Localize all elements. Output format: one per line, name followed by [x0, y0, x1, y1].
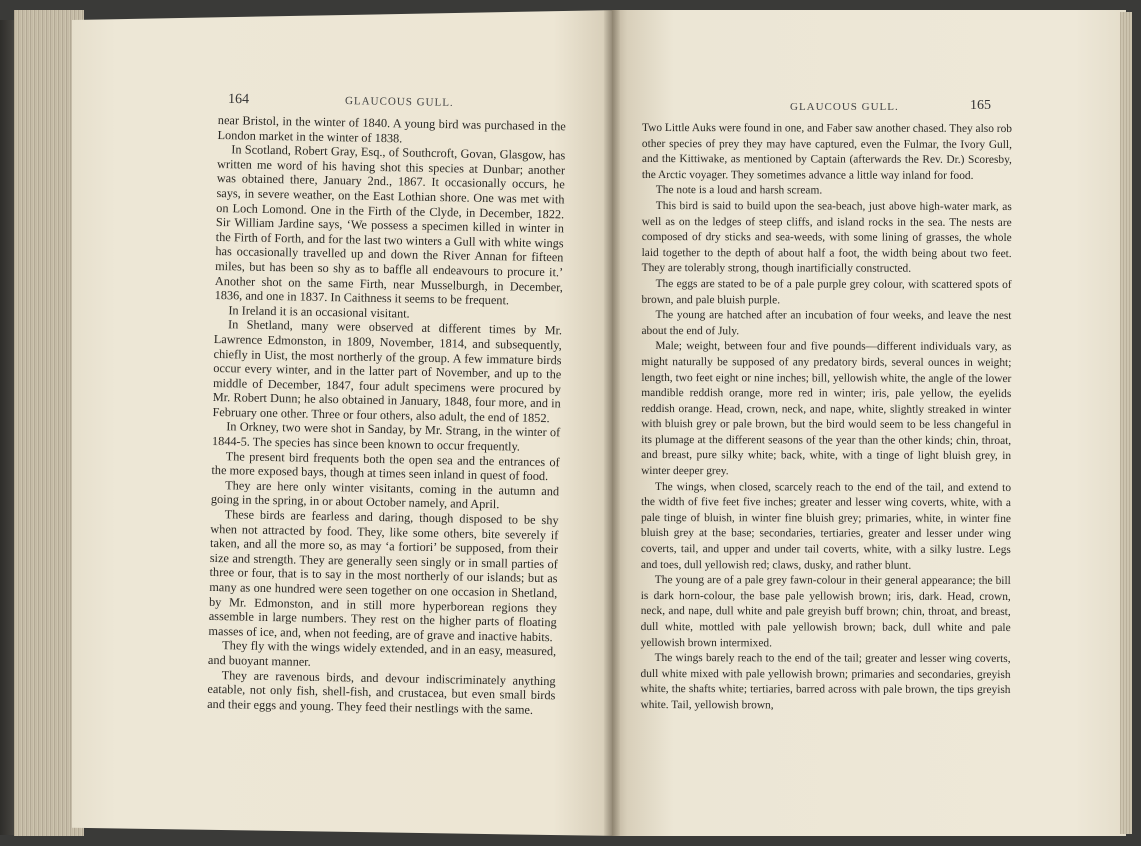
- page-edges-right: [1120, 12, 1132, 834]
- paragraph: The wings barely reach to the end of the tail; greater and lesser wing coverts, dull white mixed with pale yellowish brown; primaries and secondaries, greyish white, the shafts white; tertiaries, barred across with pale brown, the tips greyish white. Tail, yellowish brown,: [640, 652, 1011, 712]
- paragraph: The present bird frequents both the open sea and the entrances of the more exposed bays, though at times seen inland in quest of food.: [211, 448, 560, 484]
- paragraph: In Ireland it is an occasional visitant.: [228, 302, 410, 321]
- right-page-number: 165: [970, 98, 991, 113]
- paragraph: The wings, when closed, scarcely reach to the end of the tail, and extend to the width of five feet five inches; greater and lesser wing coverts, white, with a pale tinge of bluish, in winter fine bluish grey; primaries, white, in winter fine bluish grey at the base; secondaries, tertiaries, greater and lesser under wing coverts, tail, and upper and under tail coverts, white, with a silky lustre. Legs and toes, dull yellowish red; claws, dusky, and rather blunt.: [640, 480, 1012, 572]
- paragraph: In Shetland, many were observed at different times by Mr. Lawrence Edmonston, in 1809, November, 1814, and subsequently, chiefly in Uist, the most northerly of the group. A few immature birds occur every winter, and in the latter part of November, and up to the middle of December, 1847, four adult specimens were procured by Mr. Robert Dunn; he also obtained in January, 1848, four more, and in February one other. Three or four others, also adult, the end of 1852.: [212, 317, 563, 426]
- left-running-header: GLAUCOUS GULL.: [344, 95, 454, 109]
- paragraph: This bird is said to build upon the sea-beach, just above high-water mark, as well as on the ledges of steep cliffs, and island rocks in the sea. The nests are composed of dry sticks and sea-weeds, with some lining of grasses, the whole laid together to the depth of about half a foot, the width being about two feet. They are tolerably strong, though inartificially constructed.: [641, 200, 1012, 276]
- paragraph: Male; weight, between four and five pounds—different individuals vary, as might naturally be supposed of any predatory birds, several ounces in weight; length, two feet eight or nine inches; bill, yellowish white, the angle of the lower mandible reddish orange, more red in winter; iris, pale yellow, the eyelids reddish orange. Head, crown, neck, and nape, white, slightly streaked in winter with bluish grey or pale brown, but the bird would seem to be less changeful in its plumage at the different seasons of the year than the other kinds; chin, throat, and breast, pure silky white; back, white, with a tinge of light bluish grey, in winter deeper grey.: [641, 340, 1012, 478]
- paragraph: They fly with the wings widely extended, and in an easy, measured, and buoyant manner.: [207, 638, 557, 669]
- paragraph: They are here only winter visitants, coming in the autumn and going in the spring, in or about October namely, and April.: [210, 478, 560, 512]
- left-page-body: [207, 113, 566, 718]
- paragraph: The note is a loud and harsh scream.: [655, 184, 823, 197]
- paragraph: near Bristol, in the winter of 1840. A young bird was purchased in the London market in the winter of 1838.: [217, 113, 566, 145]
- paragraph: The eggs are stated to be of a pale purple grey colour, with scattered spots of brown, and pale bluish purple.: [641, 277, 1012, 306]
- paragraph: These birds are fearless and daring, though disposed to be shy when not attracted by food. They, like some others, bite severely if taken, and all the more so, as may ‘a fortiori’ be supposed, from their size and strength. They are generally seen singly or in small parties of three or four, that is to say in the most northerly of our islands; but as many as one hundred were seen together on one occasion in Shetland, by Mr. Edmonston, and in still more hyperborean regions they assemble in large numbers. They rest on the higher parts of floating masses of ice, and, when not feeding, are of grave and inactive habits.: [208, 507, 559, 645]
- paragraph: They are ravenous birds, and devour indiscriminately anything eatable, not only fish, shell-fish, and crustacea, but even small birds and their eggs and young. They feed their nestlings with the same.: [207, 667, 556, 717]
- right-running-header: GLAUCOUS GULL.: [790, 101, 899, 113]
- paragraph: The young are of a pale grey fawn-colour in their general appearance; the bill is dark horn-colour, the base pale yellowish brown; iris, dark. Head, crown, neck, and nape, dull white and pale greyish buff brown; chin, throat, and breast, dull white, mottled with pale yellowish brown; back, dull white and pale yellowish brown intermixed.: [640, 574, 1011, 649]
- book-gutter: [604, 10, 620, 836]
- right-page-body: [640, 121, 1012, 715]
- paragraph: In Orkney, two were shot in Sanday, by Mr. Strang, in the winter of 1844-5. The species has since been known to occur frequently.: [211, 419, 561, 454]
- left-page-number: 164: [227, 91, 250, 108]
- paragraph: The young are hatched after an incubation of four weeks, and leave the nest about the end of July.: [641, 309, 1012, 337]
- paragraph: Two Little Auks were found in one, and Faber saw another chased. They also rob other species of prey they may have captured, even the Fulmar, the Ivory Gull, and the Kittiwake, as mentioned by Captain (afterwards the Rev. Dr.) Scoresby, the Arctic voyager. They sometimes advance a little way inland for food.: [641, 122, 1012, 182]
- paragraph: In Scotland, Robert Gray, Esq., of Southcroft, Govan, Glasgow, has written me word of his having shot this species at Dunbar; another was obtained there, January 2nd., 1867. It occasionally occurs, he says, in severe weather, on the East Lothian shore. One was met with on Loch Lomond. One in the Firth of the Clyde, in December, 1822. Sir William Jardine says, ‘We possess a specimen killed in winter in the Firth of Forth, and for the last two winters a Gull with white wings has occasionally travelled up and down the River Annan for fifteen miles, but has been so shy as to baffle all endeavours to procure it.’ Another shot on the same Firth, near Musselburgh, in December, 1836, and one in 1837. In Caithness it seems to be frequent.: [214, 142, 566, 308]
